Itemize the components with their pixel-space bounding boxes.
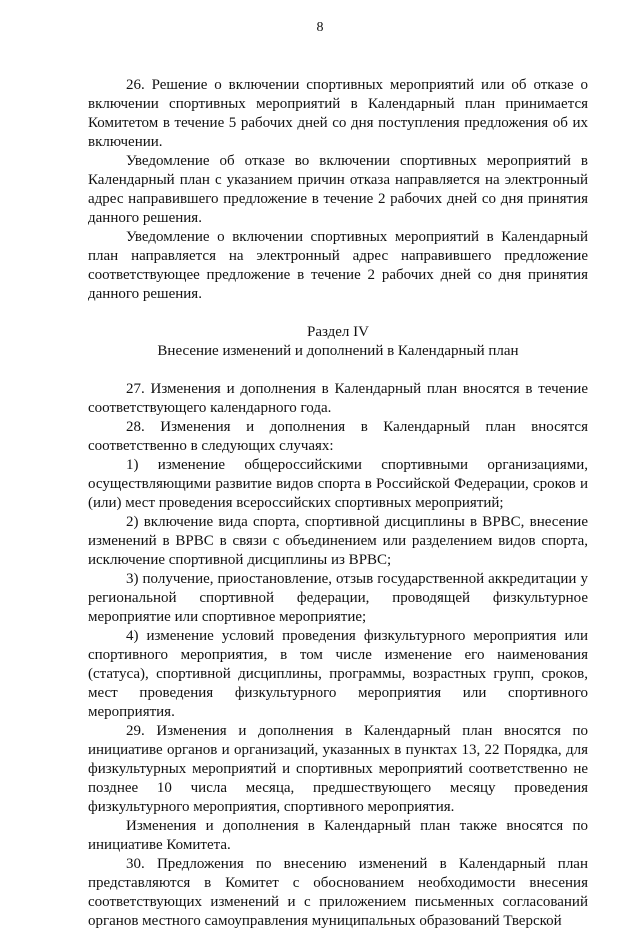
paragraph-committee-initiative: Изменения и дополнения в Календарный план также вносятся по инициативе Комитета.: [88, 818, 588, 853]
section-header: [88, 323, 588, 361]
list-item-2: 2) включение вида спорта, спортивной дисциплины в ВРВС, внесение изменений в ВРВС в связи с объединением или разделением видов спорта, исключение спортивной дисциплины из ВРВС;: [88, 514, 588, 568]
paragraph-26: 26. Решение о включении спортивных мероприятий или об отказе о включении спортивных мероприятий в Календарный план принимается Комитетом в течение 5 рабочих дней со дня поступления предложения об их включении.: [88, 77, 588, 150]
section-title: Внесение изменений и дополнений в Календарный план: [157, 343, 519, 359]
paragraph-27: 27. Изменения и дополнения в Календарный план вносятся в течение соответствующего календарного года.: [88, 381, 588, 416]
paragraph-inclusion-notice: Уведомление о включении спортивных мероприятий в Календарный план направляется на электронный адрес направившего предложение соответствующее предложение в течение 2 рабочих дней со дня принятия данного решения.: [88, 229, 588, 302]
paragraph-30: 30. Предложения по внесению изменений в Календарный план представляются в Комитет с обоснованием необходимости внесения соответствующих изменений и с приложением письменных согласований органов местного самоуправления муниципальных образований Тверской: [88, 856, 588, 929]
paragraph-refusal-notice: Уведомление об отказе во включении спортивных мероприятий в Календарный план с указанием причин отказа направляется на электронный адрес направившего предложение в течение 2 рабочих дней со дня принятия данного решения.: [88, 153, 588, 226]
list-item-1: 1) изменение общероссийскими спортивными организациями, осуществляющими развитие видов спорта в Российской Федерации, сроков и (или) мест проведения всероссийских спортивных мероприятий;: [88, 457, 588, 511]
document-body: [88, 76, 588, 931]
paragraph-28: 28. Изменения и дополнения в Календарный план вносятся соответственно в следующих случаях:: [88, 419, 588, 454]
section-number: Раздел IV: [306, 324, 369, 340]
paragraph-29: 29. Изменения и дополнения в Календарный план вносятся по инициативе органов и организаций, указанных в пунктах 13, 22 Порядка, для физкультурных мероприятий и спортивных мероприятий соответственно не позднее 10 числа месяца, предшествующего месяцу проведения физкультурного мероприятия, спортивного мероприятия.: [88, 723, 588, 815]
list-item-4: 4) изменение условий проведения физкультурного мероприятия или спортивного мероприятия, в том числе изменение его наименования (статуса), спортивной дисциплины, программы, возрастных групп, сроков, мест проведения физкультурного мероприятия или спортивного мероприятия.: [88, 628, 588, 720]
page-number: 8: [316, 20, 324, 35]
list-item-3: 3) получение, приостановление, отзыв государственной аккредитации у региональной спортивной федерации, проводящей физкультурное мероприятие или спортивное мероприятие;: [88, 571, 588, 625]
